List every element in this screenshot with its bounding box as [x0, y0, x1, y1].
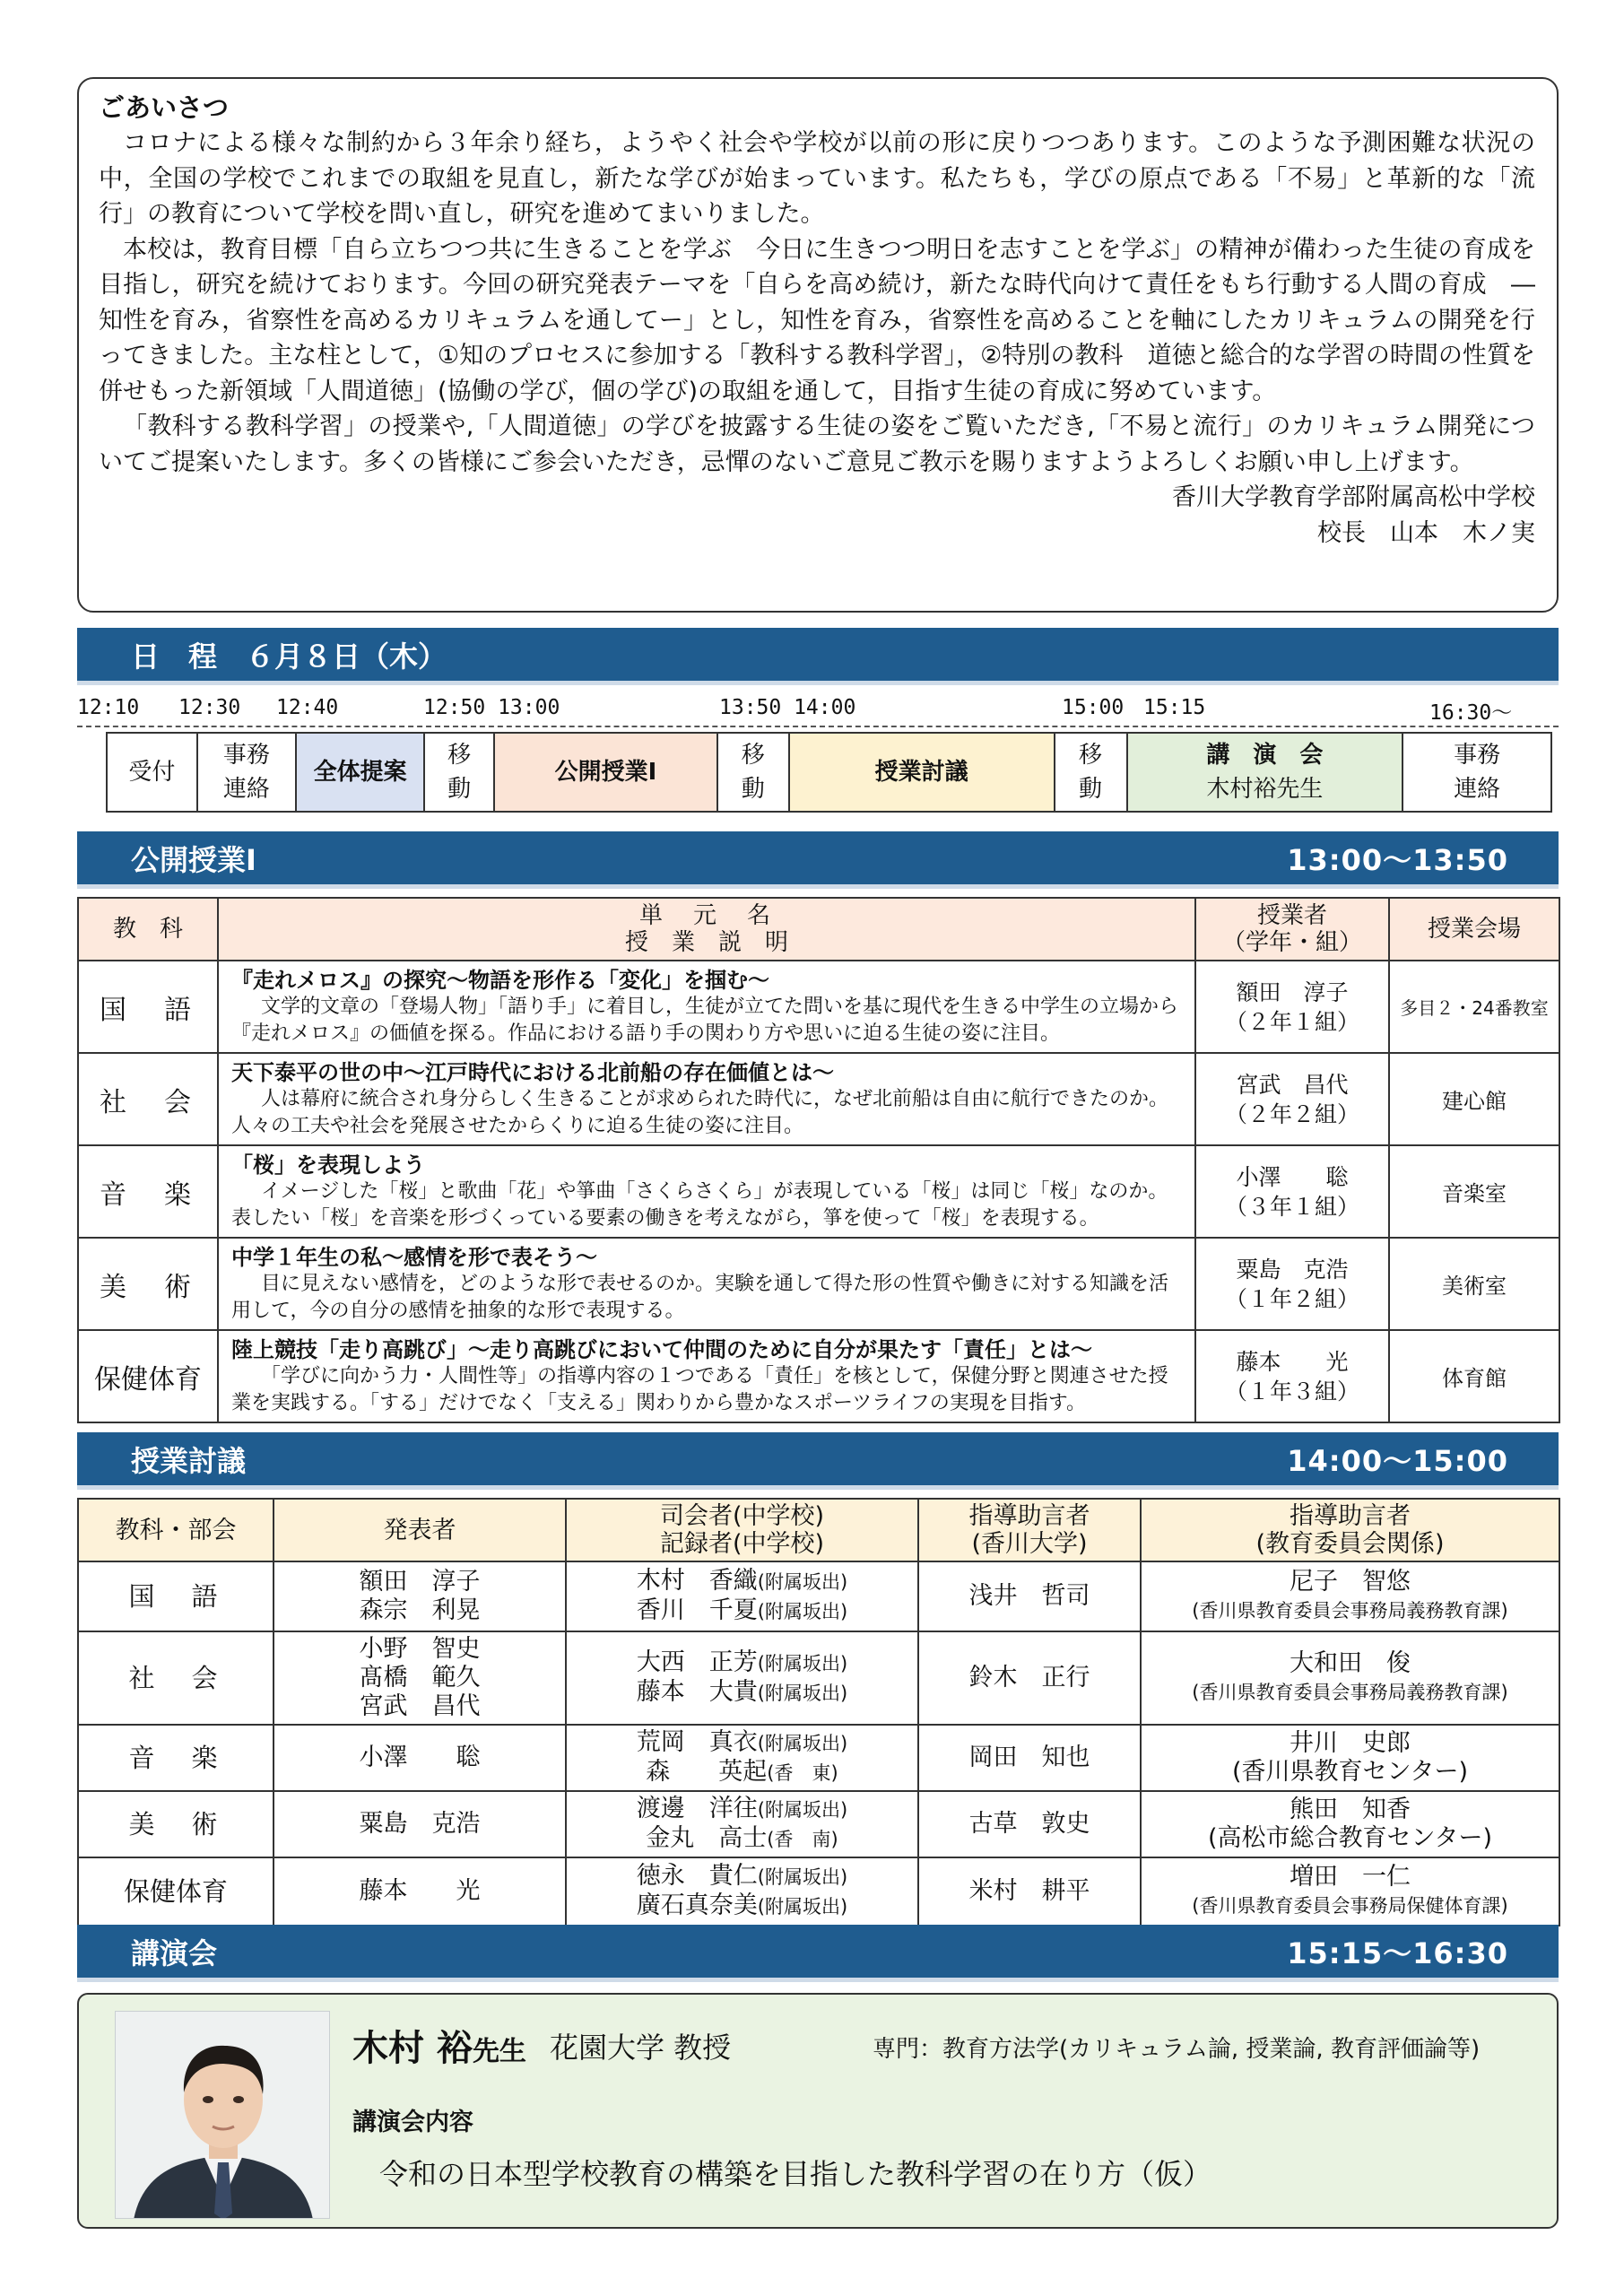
col-mc: 司会者(中学校) 記録者(中学校) — [566, 1499, 918, 1561]
lecture-time: 15:15～16:30 — [1287, 1936, 1508, 1970]
block-open-class: 公開授業Ⅰ — [495, 734, 718, 811]
subject-cell: 音 楽 — [78, 1145, 218, 1238]
teacher-cell: 宮武 昌代 （２年２組） — [1195, 1053, 1389, 1145]
greeting-paragraph-3: 「教科する教科学習」の授業や,「人間道徳」の学びを披露する生徒の姿をご覧いただき,「不易と流行」のカリキュラム開発についてご提案いたします。多くの皆様にご参会いただき，忌憚のないご意見ご教示を賜りますようよろしくお願い申し上げます。 — [99, 413, 1535, 476]
venue-cell: 多目２・24番教室 — [1389, 961, 1559, 1053]
block-class-discussion: 授業討議 — [790, 734, 1055, 811]
adviser-univ-cell: 古草 敦史 — [918, 1791, 1141, 1857]
col-venue: 授業会場 — [1389, 898, 1559, 961]
speaker-affiliation: 花園大学 教授 — [550, 2031, 732, 2065]
discussion-table — [77, 1498, 1560, 1926]
table-row — [78, 1725, 1559, 1791]
mc-cell: 渡邊 洋往(附属坂出) 金丸 高士(香 南) — [566, 1791, 918, 1857]
time-label: 12:10 — [77, 696, 140, 719]
greeting-paragraph-1: コロナによる様々な制約から３年余り経ち，ようやく社会や学校が以前の形に戻りつつあります。このような予測困難な状況の中，全国の学校でこれまでの取組を見直し，新たな学びが始まっています。私たちも，学びの原点である「不易」と革新的な「流行」の教育について学校を問い直し，研究を進めてまいりました。 — [99, 129, 1535, 228]
teacher-cell: 粟島 克浩 （１年２組） — [1195, 1238, 1389, 1330]
speaker-photo — [115, 2011, 330, 2219]
mc-cell: 木村 香織(附属坂出) 香川 千夏(附属坂出) — [566, 1561, 918, 1631]
presenter-cell: 藤本 光 — [274, 1857, 566, 1926]
block-general-proposal: 全体提案 — [297, 734, 425, 811]
unit-cell: 天下泰平の世の中～江戸時代における北前船の存在価値とは～ 人は幕府に統合され身分らしく生きることが求められた時代に，なぜ北前船は自由に航行できたのか。人々の工夫や社会を発展させたからくりに迫る生徒の姿に注目。 — [218, 1053, 1195, 1145]
greeting-title: ごあいさつ — [99, 92, 230, 123]
time-label: 12:30 — [178, 696, 241, 719]
venue-cell: 建心館 — [1389, 1053, 1559, 1145]
table-row — [78, 1561, 1559, 1631]
open-class-header — [77, 831, 1559, 889]
block-move: 移 動 — [1055, 734, 1128, 811]
school-name: 香川大学教育学部附属高松中学校 — [1172, 483, 1535, 511]
adviser-board-cell: 井川 史郎 (香川県教育センター) — [1141, 1725, 1559, 1791]
unit-cell: 「桜」を表現しよう イメージした「桜」と歌曲「花」や箏曲「さくらさくら」が表現している「桜」は同じ「桜」なのか。表したい「桜」を音楽を形づくっている要素の働きを考えながら，箏を使って「桜」を表現する。 — [218, 1145, 1195, 1238]
adviser-univ-cell: 鈴木 正行 — [918, 1631, 1141, 1725]
time-label: 12:40 — [276, 696, 339, 719]
presenter-cell: 小澤 聡 — [274, 1725, 566, 1791]
col-teacher: 授業者 （学年・組） — [1195, 898, 1389, 961]
greeting-box — [77, 77, 1559, 613]
venue-cell: 音楽室 — [1389, 1145, 1559, 1238]
table-row — [78, 1145, 1559, 1238]
discussion-header — [77, 1432, 1559, 1490]
timeline-divider — [77, 726, 1559, 727]
mc-cell: 荒岡 真衣(附属坂出) 森 英起(香 東) — [566, 1725, 918, 1791]
adviser-univ-cell: 米村 耕平 — [918, 1857, 1141, 1926]
table-row — [78, 1330, 1559, 1422]
col-unit: 単 元 名 授 業 説 明 — [218, 898, 1195, 961]
subject-cell: 国 語 — [78, 1561, 274, 1631]
unit-cell: 『走れメロス』の探究～物語を形作る「変化」を掴む～ 文学的文章の「登場人物」「語り手」に着目し，生徒が立てた問いを基に現代を生きる中学生の立場から『走れメロス』の価値を探る。作品における語り手の関わり方や思いに迫る生徒の姿に注目。 — [218, 961, 1195, 1053]
presenter-cell: 粟島 克浩 — [274, 1791, 566, 1857]
block-reception: 受付 — [108, 734, 198, 811]
subject-cell: 保健体育 — [78, 1330, 218, 1422]
adviser-board-cell: 尼子 智悠 (香川県教育委員会事務局義務教育課) — [1141, 1561, 1559, 1631]
table-row — [78, 1631, 1559, 1725]
time-label: 12:50 13:00 — [423, 696, 560, 719]
discussion-title: 授業討議 — [131, 1444, 247, 1478]
adviser-univ-cell: 浅井 哲司 — [918, 1561, 1141, 1631]
teacher-cell: 小澤 聡 （３年１組） — [1195, 1145, 1389, 1238]
schedule-title: 日 程 ６月８日（木） — [131, 639, 447, 674]
subject-cell: 美 術 — [78, 1791, 274, 1857]
adviser-board-cell: 大和田 俊 (香川県教育委員会事務局義務教育課) — [1141, 1631, 1559, 1725]
adviser-univ-cell: 岡田 知也 — [918, 1725, 1141, 1791]
lecture-content-title: 令和の日本型学校教育の構築を目指した教科学習の在り方（仮） — [379, 2157, 1212, 2191]
block-office-notice: 事務 連絡 — [198, 734, 298, 811]
lecture-header — [77, 1925, 1559, 1982]
subject-cell: 社 会 — [78, 1631, 274, 1725]
lecture-title: 講演会 — [131, 1936, 218, 1970]
col-subject: 教 科 — [78, 898, 218, 961]
time-label: 16:30～ — [1429, 701, 1513, 725]
subject-cell: 保健体育 — [78, 1857, 274, 1926]
block-office-notice: 事務 連絡 — [1454, 742, 1501, 803]
open-class-time: 13:00～13:50 — [1287, 843, 1508, 877]
time-label: 13:50 14:00 — [719, 696, 856, 719]
presenter-cell: 額田 淳子 森宗 利晃 — [274, 1561, 566, 1631]
greeting-paragraph-2: 本校は，教育目標「自ら立ちつつ共に生きることを学ぶ 今日に生きつつ明日を志すことを学ぶ」の精神が備わった生徒の育成を目指し，研究を続けております。今回の研究発表テーマを「自らを高め続け，新たな時代向けて責任をもち行動する人間の育成 ―知性を育み，省察性を高めるカリキュラムを通してー」とし，知性を育み，省察性を高めることを軸にしたカリキュラムの開発を行ってきました。主な柱として，①知のプロセスに参加する「教科する教科学習」，②特別の教科 道徳と総合的な学習の時間の性質を併せもった新領域「人間道徳」(協働の学び，個の学び)の取組を通して，目指す生徒の育成に努めています。 — [99, 235, 1535, 405]
col-adviser-board: 指導助言者 (教育委員会関係) — [1141, 1499, 1559, 1561]
principal-name: 校長 山本 木ノ実 — [1317, 518, 1535, 547]
subject-cell: 音 楽 — [78, 1725, 274, 1791]
schedule-header — [77, 628, 1559, 685]
time-label: 15:15 — [1143, 696, 1206, 719]
table-header-row — [78, 898, 1559, 961]
mc-cell: 徳永 貴仁(附属坂出) 廣石真奈美(附属坂出) — [566, 1857, 918, 1926]
block-lecture: 講 演 会 木村裕先生 — [1128, 734, 1404, 811]
col-presenter: 発表者 — [274, 1499, 566, 1561]
table-row — [78, 1053, 1559, 1145]
subject-cell: 美 術 — [78, 1238, 218, 1330]
teacher-cell: 額田 淳子 （２年１組） — [1195, 961, 1389, 1053]
time-label: 15:00 — [1062, 696, 1125, 719]
schedule-blocks — [106, 732, 1552, 813]
lecture-box — [77, 1993, 1559, 2229]
unit-cell: 陸上競技「走り高跳び」～走り高跳びにおいて仲間のために自分が果たす「責任」とは～ 「学びに向かう力・人間性等」の指導内容の１つである「責任」を核として，保健分野と関連させた授業を実践する。「する」だけでなく「支える」関わりから豊かなスポーツライフの実現を目指す。 — [218, 1330, 1195, 1422]
speaker-portrait-icon — [116, 2012, 330, 2219]
block-move: 移 動 — [718, 734, 790, 811]
subject-cell: 国 語 — [78, 961, 218, 1053]
adviser-board-cell: 増田 一仁 (香川県教育委員会事務局保健体育課) — [1141, 1857, 1559, 1926]
venue-cell: 体育館 — [1389, 1330, 1559, 1422]
subject-cell: 社 会 — [78, 1053, 218, 1145]
block-move: 移 動 — [425, 734, 495, 811]
table-row — [78, 1238, 1559, 1330]
schedule-times — [77, 696, 1566, 723]
adviser-board-cell: 熊田 知香 (高松市総合教育センター) — [1141, 1791, 1559, 1857]
unit-cell: 中学１年生の私～感情を形で表そう～ 目に見えない感情を，どのような形で表せるのか。実験を通して得た形の性質や働きに対する知識を活用して，今の自分の感情を抽象的な形で表現する。 — [218, 1238, 1195, 1330]
lecture-content-heading: 講演会内容 — [352, 2109, 473, 2136]
table-header-row — [78, 1499, 1559, 1561]
open-class-title: 公開授業Ⅰ — [131, 843, 256, 877]
teacher-cell: 藤本 光 （１年３組） — [1195, 1330, 1389, 1422]
presenter-cell: 小野 智史 髙橋 範久 宮武 昌代 — [274, 1631, 566, 1725]
col-adviser-univ: 指導助言者 (香川大学) — [918, 1499, 1141, 1561]
table-row — [78, 1857, 1559, 1926]
speaker-specialty: 専門：教育方法学(カリキュラム論, 授業論, 教育評価論等) — [873, 2036, 1481, 2063]
mc-cell: 大西 正芳(附属坂出) 藤本 大貴(附属坂出) — [566, 1631, 918, 1725]
table-row — [78, 961, 1559, 1053]
venue-cell: 美術室 — [1389, 1238, 1559, 1330]
open-class-table — [77, 897, 1560, 1423]
table-row — [78, 1791, 1559, 1857]
discussion-time: 14:00～15:00 — [1287, 1444, 1508, 1478]
col-subject: 教科・部会 — [78, 1499, 274, 1561]
speaker-name: 木村 裕先生 — [352, 2028, 526, 2069]
